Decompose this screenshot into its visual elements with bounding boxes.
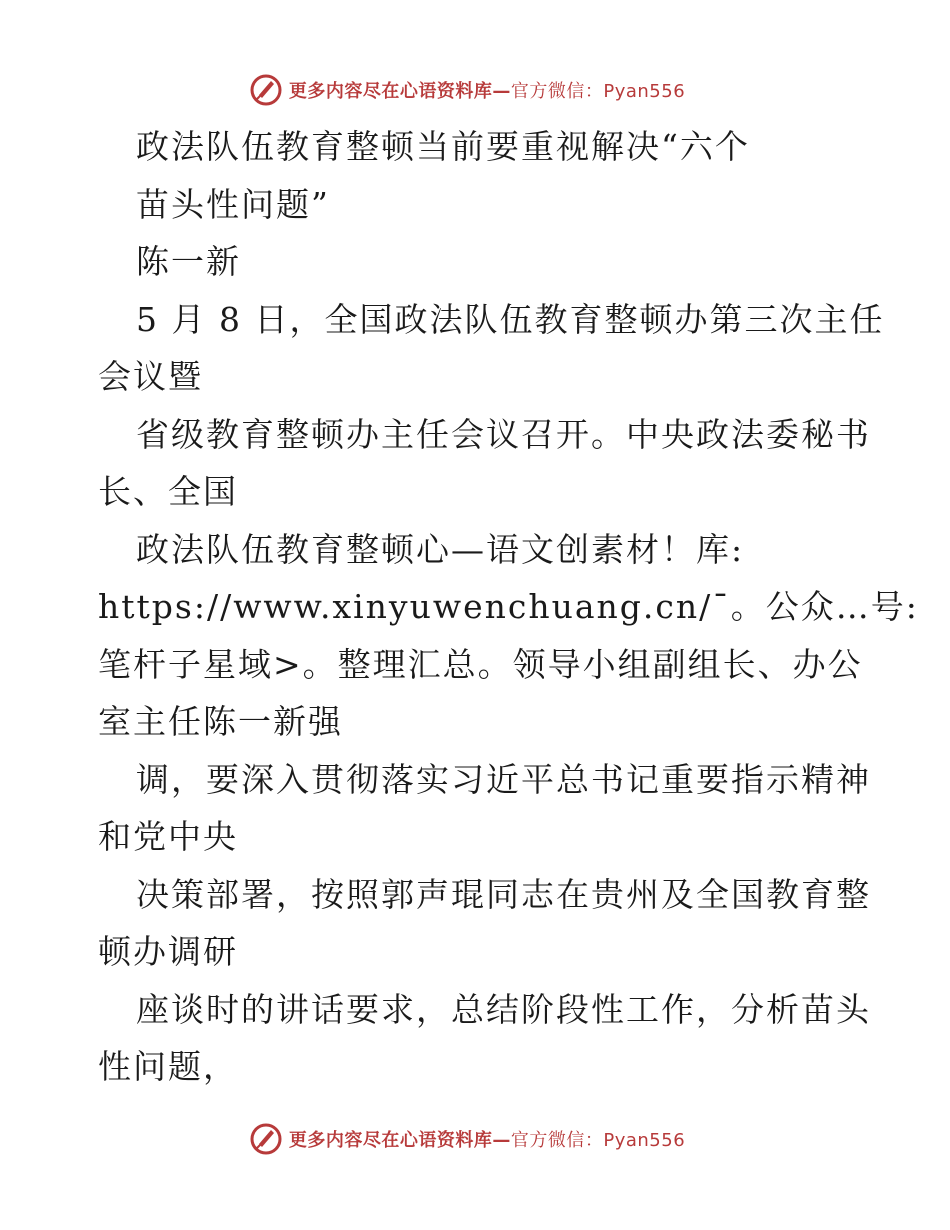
header-banner-text	[289, 77, 685, 103]
paragraph-line: 5 月 8 日，全国政法队伍教育整顿办第三次主任	[136, 299, 885, 339]
paragraph-line: 会议暨	[98, 357, 203, 396]
article-title-line-2: 苗头性问题”	[136, 184, 330, 224]
paragraph-line: 政法队伍教育整顿心—语文创素材！库:	[136, 529, 745, 569]
header-banner-inner	[249, 73, 685, 107]
brand-logo-icon	[249, 1122, 283, 1156]
footer-banner-wechat: 官方微信：Pyan556	[510, 1130, 686, 1151]
paragraph-line: 调，要深入贯彻落实习近平总书记重要指示精神	[136, 759, 871, 799]
paragraph-line: 省级教育整顿办主任会议召开。中央政法委秘书	[136, 414, 871, 454]
footer-banner	[0, 1119, 950, 1159]
footer-banner-main: 更多内容尽在心语资料库—	[288, 1130, 511, 1151]
article-author: 陈一新	[136, 242, 241, 281]
header-banner-main: 更多内容尽在心语资料库—	[288, 81, 511, 102]
paragraph-line: 笔杆子星域>。整理汇总。领导小组副组长、办公	[98, 644, 863, 684]
paragraph-line: 决策部署，按照郭声琨同志在贵州及全国教育整	[136, 874, 871, 914]
paragraph-line: 和党中央	[98, 817, 238, 856]
paragraph-line: 长、全国	[98, 472, 238, 511]
footer-banner-text	[289, 1126, 685, 1152]
brand-logo-icon	[249, 73, 283, 107]
paragraph-line: 顿办调研	[98, 932, 238, 971]
paragraph-line: 室主任陈一新强	[98, 702, 343, 741]
article-title-line-1: 政法队伍教育整顿当前要重视解决“六个	[136, 127, 750, 166]
header-banner-wechat: 官方微信：Pyan556	[510, 81, 686, 102]
header-banner	[0, 70, 950, 110]
article-body	[98, 118, 919, 1096]
paragraph-line-url: https://www.xinyuwenchuang.cn/ˉ。公众…号:	[98, 587, 919, 626]
paragraph-line: 座谈时的讲话要求，总结阶段性工作，分析苗头	[136, 989, 871, 1029]
paragraph-line: 性问题，	[98, 1047, 238, 1086]
footer-banner-inner	[249, 1122, 685, 1156]
